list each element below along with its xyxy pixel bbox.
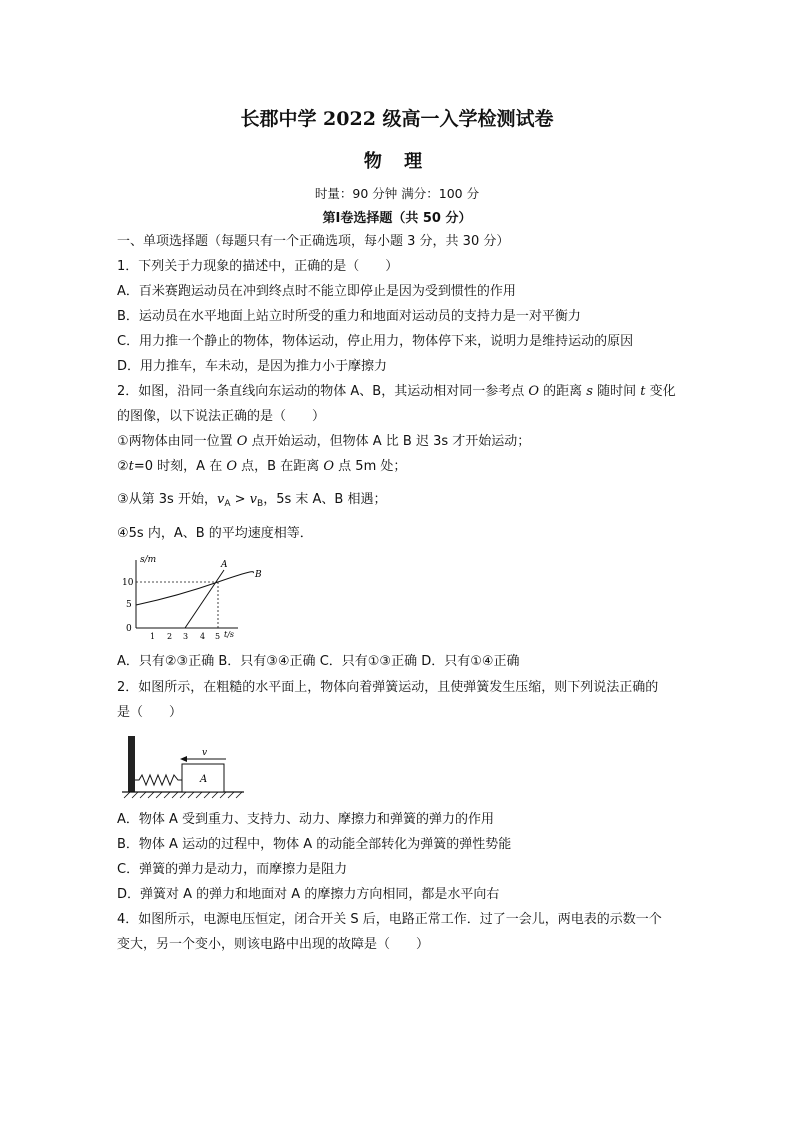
symbol-t: t xyxy=(640,384,646,399)
text: > xyxy=(230,492,250,507)
subscript-a: A xyxy=(224,499,231,509)
symbol-o: O xyxy=(528,384,540,399)
symbol-v: v xyxy=(249,492,258,507)
q4-stem-line2: 变大，另一个变小，则该电路中出现的故障是（ ） xyxy=(117,937,430,952)
q2-statement-3 xyxy=(117,491,386,513)
exam-meta: 时量：90 分钟 满分：100 分 xyxy=(314,186,480,201)
arrow-head-icon xyxy=(180,756,187,762)
symbol-s: s xyxy=(586,384,593,399)
q1-option-b: B．运动员在水平地面上站立时所受的重力和地面对运动员的支持力是一对平衡力 xyxy=(117,309,581,324)
part-heading: 第Ⅰ卷选择题（共 50 分） xyxy=(322,211,472,226)
q2-stem-line2: 的图像，以下说法正确的是（ ） xyxy=(117,409,326,424)
wall xyxy=(128,736,135,792)
text: 点 5m 处； xyxy=(334,459,407,474)
exam-subject: 物 理 xyxy=(363,151,431,172)
q3-option-a: A．物体 A 受到重力、支持力、动力、摩擦力和弹簧的弹力的作用 xyxy=(117,812,495,827)
x-tick-4: 4 xyxy=(200,632,206,641)
symbol-o: O xyxy=(323,459,335,474)
ground-hatching xyxy=(124,792,242,798)
q3-option-b: B．物体 A 运动的过程中，物体 A 的动能全部转化为弹簧的弹性势能 xyxy=(117,837,512,852)
x-tick-2: 2 xyxy=(167,632,173,641)
symbol-t: t xyxy=(128,459,134,474)
symbol-o: O xyxy=(226,459,238,474)
symbol-v: v xyxy=(216,492,225,507)
line-b xyxy=(136,572,254,605)
graph-xlabel: t/s xyxy=(224,630,235,639)
y-tick-10: 10 xyxy=(122,578,134,588)
x-tick-3: 3 xyxy=(183,632,189,641)
q1-option-a: A．百米赛跑运动员在冲到终点时不能立即停止是因为受到惯性的作用 xyxy=(117,284,516,299)
text: 随时间 xyxy=(592,384,641,399)
q2-statement-2 xyxy=(117,458,406,476)
text: 点，B 在距离 xyxy=(237,459,324,474)
q3-option-d: D．弹簧对 A 的弹力和地面对 A 的摩擦力方向相同，都是水平向右 xyxy=(117,887,500,902)
text: 变化 xyxy=(645,384,676,399)
x-tick-5: 5 xyxy=(215,632,221,641)
graph-ylabel: s/m xyxy=(140,555,157,565)
symbol-o: O xyxy=(236,434,248,449)
q2-statement-4: ④5s 内，A、B 的平均速度相等． xyxy=(117,526,313,541)
spring xyxy=(135,775,182,785)
text: 点开始运动，但物体 A 比 B 迟 3s 才开始运动； xyxy=(247,434,531,449)
q4-stem-line1: 4．如图所示，电源电压恒定，闭合开关 S 后，电路正常工作．过了一会儿，两电表的示数一个 xyxy=(117,912,662,927)
text: ，5s 末 A、B 相遇； xyxy=(263,492,387,507)
y-tick-5: 5 xyxy=(126,600,132,610)
q3-stem-line2: 是（ ） xyxy=(117,705,183,720)
text: ①两物体由同一位置 xyxy=(117,434,237,449)
q1-option-c: C．用力推一个静止的物体，物体运动，停止用力，物体停下来，说明力是维持运动的原因 xyxy=(117,334,634,349)
text: =0 时刻，A 在 xyxy=(133,459,227,474)
exam-title: 长郡中学 2022 级高一入学检测试卷 xyxy=(240,108,554,130)
subscript-b: B xyxy=(257,499,264,509)
text: ③从第 3s 开始， xyxy=(117,492,217,507)
text: 的距离 xyxy=(539,384,587,399)
q2-options: A．只有②③正确 B．只有③④正确 C．只有①③正确 D．只有①④正确 xyxy=(117,654,520,669)
spring-figure xyxy=(118,733,248,799)
block-label: A xyxy=(200,774,208,785)
label-a: A xyxy=(221,560,228,570)
velocity-label: v xyxy=(202,748,208,758)
q2-statement-1 xyxy=(117,433,530,451)
q3-stem-line1: 2．如图所示，在粗糙的水平面上，物体向着弹簧运动，且使弹簧发生压缩，则下列说法正确的 xyxy=(117,680,659,695)
y-tick-0: 0 xyxy=(126,624,132,634)
st-graph xyxy=(118,552,278,644)
text: ② xyxy=(117,459,129,474)
x-tick-1: 1 xyxy=(150,632,156,641)
text: 2．如图，沿同一条直线向东运动的物体 A、B，其运动相对同一参考点 xyxy=(117,384,529,399)
q3-option-c: C．弹簧的弹力是动力，而摩擦力是阻力 xyxy=(117,862,348,877)
section-heading: 一、单项选择题（每题只有一个正确选项，每小题 3 分，共 30 分） xyxy=(117,234,510,249)
q2-stem-line1 xyxy=(117,383,676,401)
label-b: B xyxy=(255,570,262,580)
q1-stem: 1．下列关于力现象的描述中，正确的是（ ） xyxy=(117,259,399,274)
q1-option-d: D．用力推车，车未动，是因为推力小于摩擦力 xyxy=(117,359,388,374)
